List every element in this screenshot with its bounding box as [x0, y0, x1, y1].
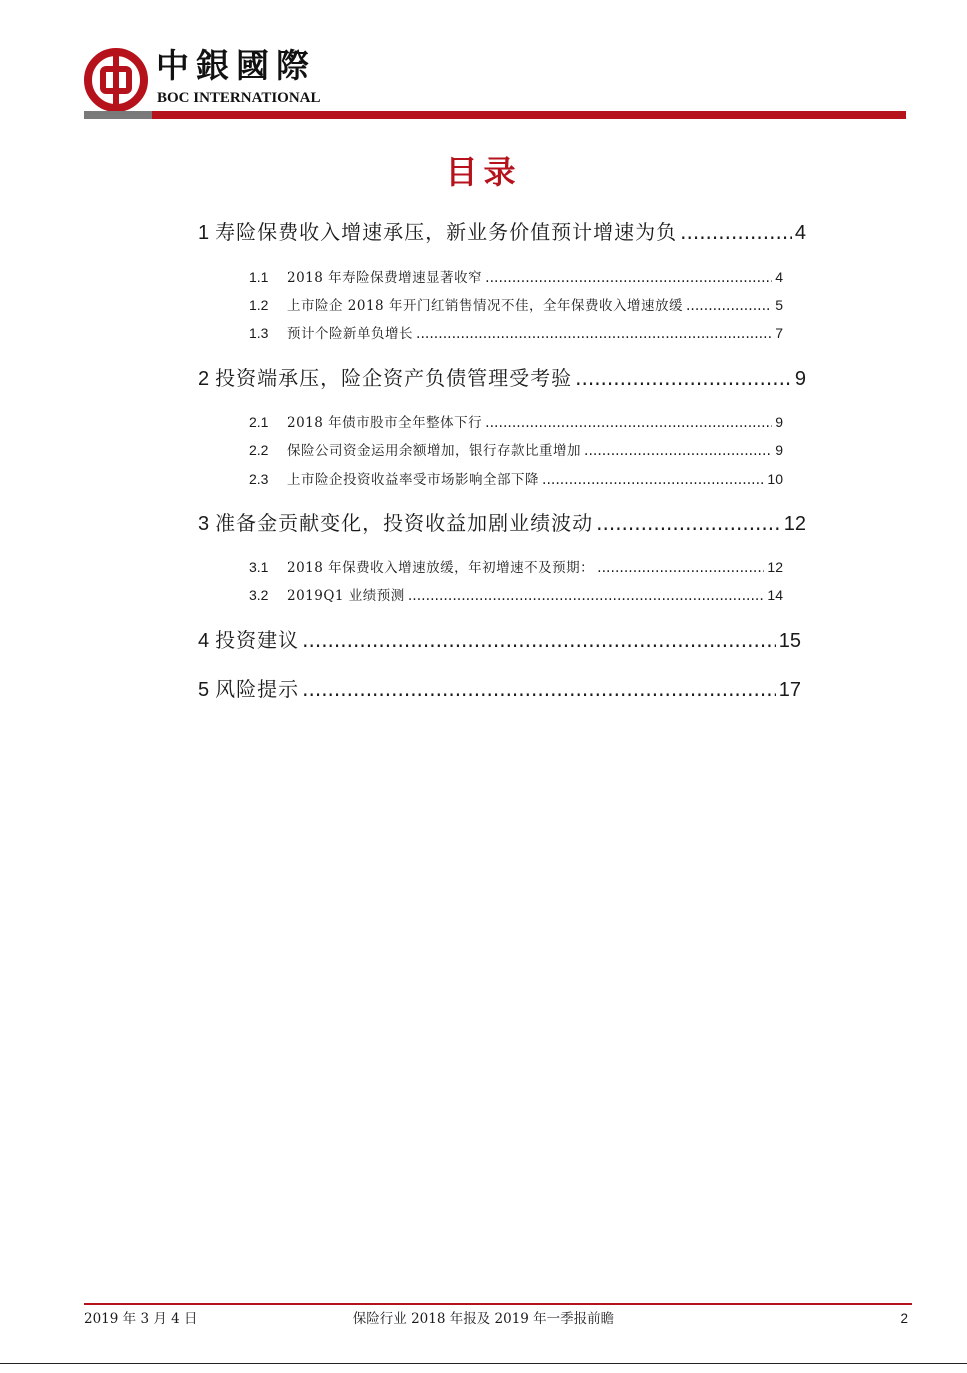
toc-section-5[interactable] — [198, 675, 801, 704]
toc-text: 寿险保费收入增速承压，新业务价值预计增速为负 — [215, 220, 678, 244]
boc-logo-icon — [84, 48, 148, 112]
footer-page-number: 2 — [900, 1311, 908, 1326]
toc-leader — [302, 626, 776, 654]
toc-number: 2.1 — [249, 414, 269, 430]
toc-item-1-2[interactable] — [249, 295, 783, 316]
toc-page: 9 — [775, 414, 783, 430]
toc-number: 4 — [198, 630, 210, 652]
toc-text: 风险提示 — [215, 677, 300, 701]
toc-text: 保险公司资金运用余额增加，银行存款比重增加 — [287, 443, 581, 459]
toc-leader — [680, 218, 792, 246]
toc-leader — [485, 413, 772, 433]
toc-leader — [485, 268, 772, 288]
toc-leader — [408, 586, 765, 606]
toc-item-2-2[interactable] — [249, 440, 783, 461]
toc-number: 2.2 — [249, 442, 269, 458]
toc-leader — [542, 470, 764, 490]
toc-number: 2.3 — [249, 471, 269, 487]
header-divider-red — [152, 111, 906, 119]
toc-number: 1.1 — [249, 269, 269, 285]
toc-text: 2018 年债市股市全年整体下行 — [287, 415, 483, 431]
toc-leader — [416, 324, 772, 344]
logo-english-name: BOC INTERNATIONAL — [157, 90, 321, 106]
toc-number: 1.2 — [249, 297, 269, 313]
toc-text: 投资端承压，险企资产负债管理受考验 — [215, 366, 573, 390]
toc-page: 4 — [794, 222, 806, 244]
toc-number: 3 — [198, 513, 210, 535]
toc-text: 上市险企投资收益率受市场影响全部下降 — [287, 472, 539, 488]
toc-item-3-2[interactable] — [249, 585, 783, 606]
toc-page: 4 — [775, 269, 783, 285]
logo-chinese-name: 中銀國際 — [156, 46, 316, 85]
toc-page: 12 — [783, 513, 806, 535]
toc-page: 9 — [794, 368, 806, 390]
toc-item-3-1[interactable] — [249, 557, 783, 578]
toc-page: 7 — [775, 325, 783, 341]
toc-leader — [302, 675, 776, 703]
page-title: 目录 — [445, 153, 522, 191]
toc-leader — [584, 441, 772, 461]
toc-leader — [686, 296, 772, 316]
toc-section-3[interactable] — [198, 509, 806, 538]
toc-leader — [597, 558, 764, 578]
footer-divider — [84, 1303, 912, 1305]
header-divider-grey — [84, 111, 152, 119]
toc-item-1-1[interactable] — [249, 267, 783, 288]
toc-section-2[interactable] — [198, 364, 806, 393]
toc-text: 2019Q1 业绩预测 — [287, 588, 405, 604]
toc-item-1-3[interactable] — [249, 323, 783, 344]
toc-item-2-1[interactable] — [249, 412, 783, 433]
toc-text: 投资建议 — [215, 628, 300, 652]
toc-page: 10 — [767, 471, 783, 487]
toc-page: 14 — [767, 587, 783, 603]
toc-page: 17 — [778, 679, 801, 701]
toc-section-1[interactable] — [198, 218, 806, 247]
toc-text: 准备金贡献变化，投资收益加剧业绩波动 — [215, 511, 594, 535]
footer-date: 2019 年 3 月 4 日 — [84, 1311, 198, 1327]
toc-page: 9 — [775, 442, 783, 458]
toc-section-4[interactable] — [198, 626, 801, 655]
toc-page: 15 — [778, 630, 801, 652]
toc-page: 5 — [775, 297, 783, 313]
toc-number: 3.1 — [249, 559, 269, 575]
toc-leader — [596, 509, 781, 537]
page-header — [84, 44, 906, 120]
toc-number: 2 — [198, 368, 210, 390]
footer-report-title: 保险行业 2018 年报及 2019 年一季报前瞻 — [352, 1311, 615, 1327]
toc-number: 3.2 — [249, 587, 269, 603]
toc-text: 上市险企 2018 年开门红销售情况不佳，全年保费收入增速放缓 — [287, 298, 683, 314]
toc-item-2-3[interactable] — [249, 469, 783, 490]
toc-number: 5 — [198, 679, 210, 701]
toc-number: 1.3 — [249, 325, 269, 341]
page-bottom-rule — [0, 1363, 967, 1364]
toc-text: 2018 年寿险保费增速显著收窄 — [287, 270, 483, 286]
toc-text: 2018 年保费收入增速放缓，年初增速不及预期： — [287, 560, 595, 576]
toc-leader — [575, 364, 792, 392]
toc-page: 12 — [767, 559, 783, 575]
toc-text: 预计个险新单负增长 — [287, 326, 413, 342]
toc-number: 1 — [198, 222, 210, 244]
